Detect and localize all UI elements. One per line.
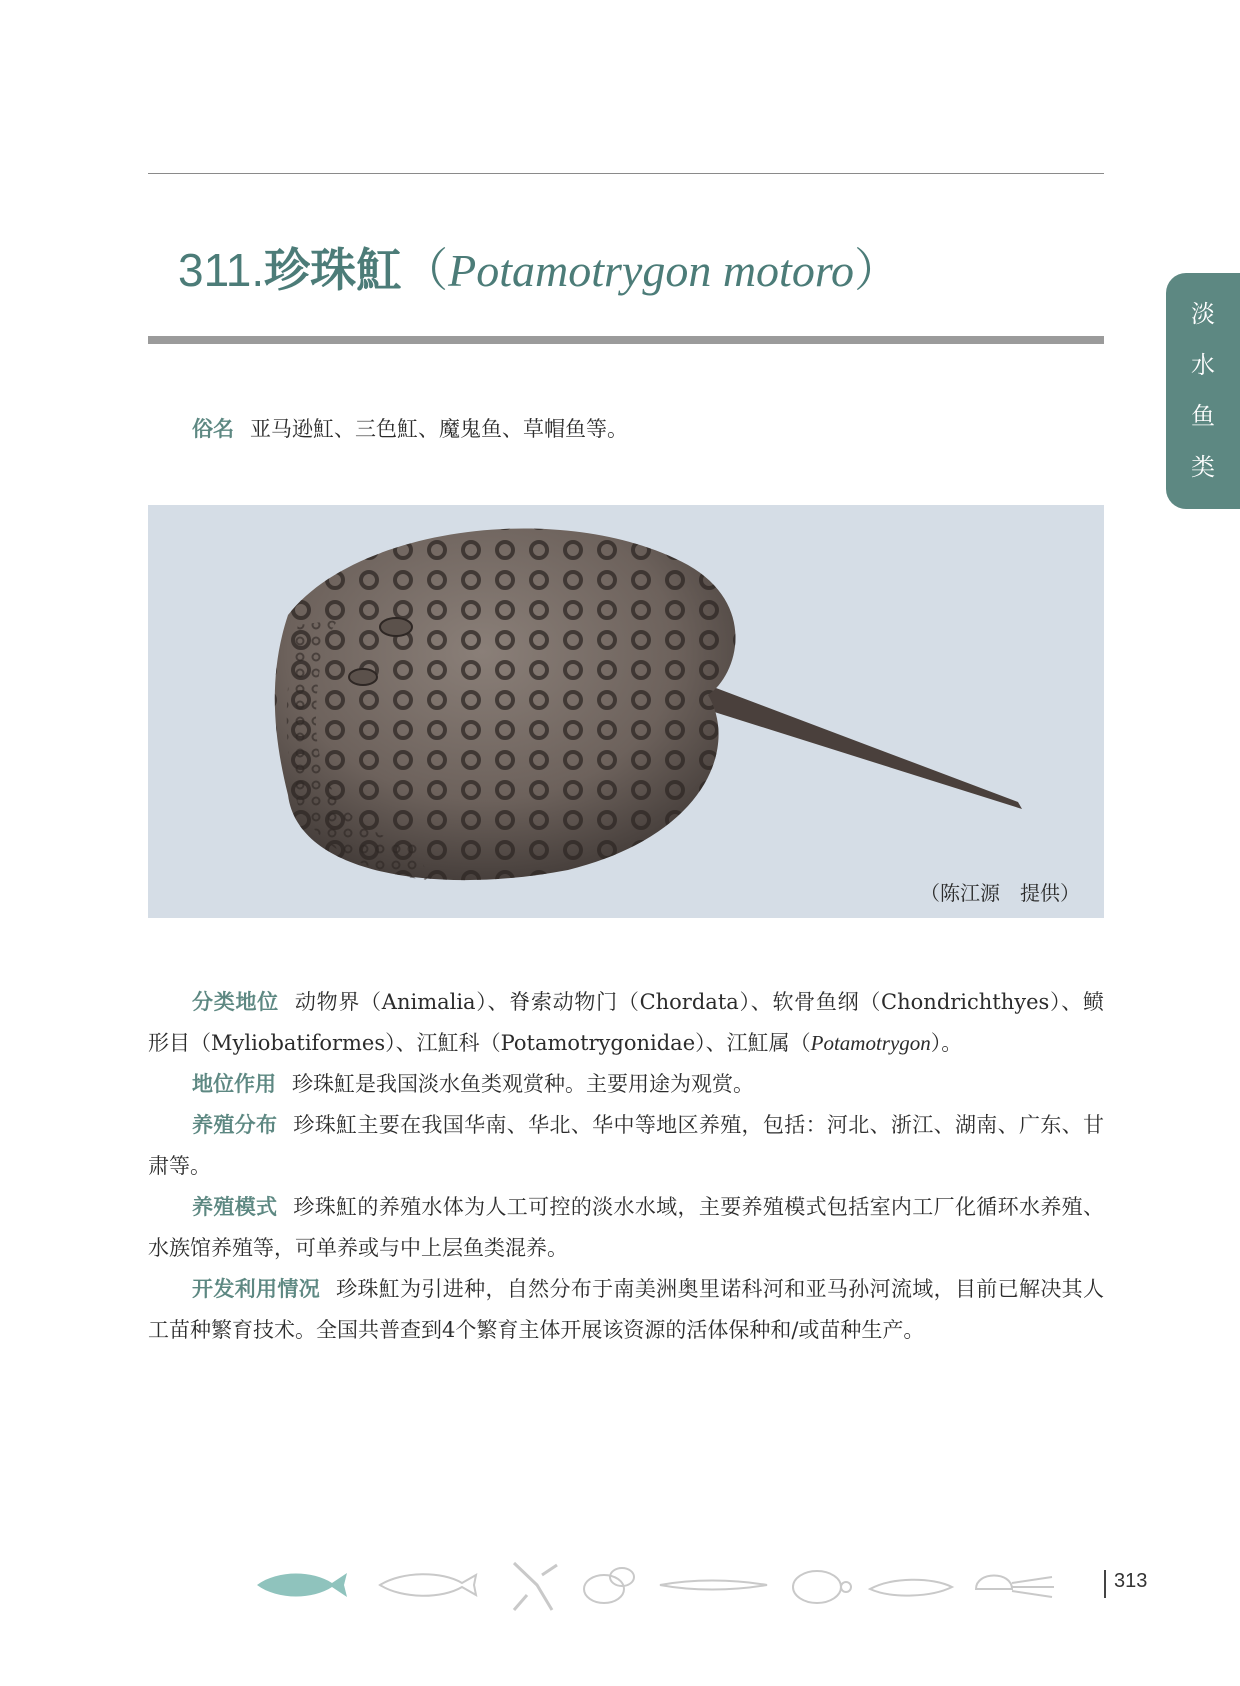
- role-text: 珍珠魟是我国淡水鱼类观赏种。主要用途为观赏。: [292, 1072, 754, 1096]
- role-paragraph: [148, 1064, 1104, 1105]
- turtle-icon: [793, 1571, 851, 1603]
- classification-text-end: ）。: [930, 1031, 963, 1055]
- species-name-cn: 珍珠魟: [264, 243, 403, 297]
- mode-text: 珍珠魟的养殖水体为人工可控的淡水水域，主要养殖模式包括室内工厂化循环水养殖、水族馆养殖等，可单养或与中上层鱼类混养。: [148, 1195, 1105, 1260]
- chapter-tab-char: 类: [1191, 453, 1215, 481]
- page-number: 313: [1114, 1570, 1148, 1592]
- chapter-tab-char: 淡: [1191, 300, 1215, 328]
- common-names-text: 亚马逊魟、三色魟、魔鬼鱼、草帽鱼等。: [250, 417, 628, 441]
- paren-close: ）: [854, 244, 901, 296]
- classification-label: 分类地位: [192, 990, 279, 1014]
- development-paragraph: [148, 1269, 1104, 1351]
- distribution-text: 珍珠魟主要在我国华南、华北、华中等地区养殖，包括：河北、浙江、湖南、广东、甘肃等。: [148, 1113, 1105, 1178]
- scientific-name: Potamotrygon motoro: [448, 245, 855, 296]
- distribution-paragraph: [148, 1105, 1104, 1187]
- development-label: 开发利用情况: [192, 1277, 321, 1301]
- eel-icon: [660, 1581, 767, 1590]
- common-names-label: 俗名: [192, 417, 234, 441]
- fish-icon: [257, 1573, 347, 1597]
- top-rule: [148, 173, 1104, 174]
- genus-name: Potamotrygon: [810, 1031, 931, 1055]
- sea-cucumber-icon: [870, 1580, 952, 1596]
- footer-decoration: [252, 1555, 1082, 1615]
- photo-credit: （陈江源 提供）: [920, 881, 1080, 905]
- species-description: [148, 982, 1104, 1351]
- species-photo: [148, 505, 1104, 918]
- stingray-tail: [708, 685, 1022, 809]
- species-number: 311.: [178, 244, 265, 296]
- page-number-divider: [1104, 1570, 1106, 1598]
- role-label: 地位作用: [192, 1072, 276, 1096]
- chapter-tab: [1166, 273, 1240, 509]
- stingray-illustration: [148, 505, 1104, 918]
- title-underline: [148, 336, 1104, 344]
- mode-paragraph: [148, 1187, 1104, 1269]
- stingray-eye: [380, 618, 412, 636]
- stingray-eye: [349, 669, 377, 685]
- mode-label: 养殖模式: [192, 1195, 278, 1219]
- jellyfish-icon: [976, 1576, 1054, 1598]
- paren-open: （: [402, 244, 449, 296]
- page-title: [178, 240, 900, 301]
- oyster-icon: [584, 1568, 634, 1603]
- development-text: 珍珠魟为引进种，自然分布于南美洲奥里诺科河和亚马孙河流域，目前已解决其人工苗种繁育技术。全国共普查到4个繁育主体开展该资源的活体保种和/或苗种生产。: [148, 1277, 1105, 1342]
- classification-paragraph: [148, 982, 1104, 1064]
- crayfish-icon: [514, 1563, 557, 1610]
- fish-icon: [380, 1574, 476, 1596]
- distribution-label: 养殖分布: [192, 1113, 278, 1137]
- chapter-tab-char: 水: [1191, 351, 1215, 379]
- classification-text: 动物界（Animalia）、脊索动物门（Chordata）、软骨鱼纲（Chondrichthyes）、鲼形目（Myliobatiformes）、江魟科（Potamotrygonidae）、江魟属（: [148, 990, 1104, 1055]
- chapter-tab-char: 鱼: [1191, 402, 1215, 430]
- common-names: [192, 410, 628, 448]
